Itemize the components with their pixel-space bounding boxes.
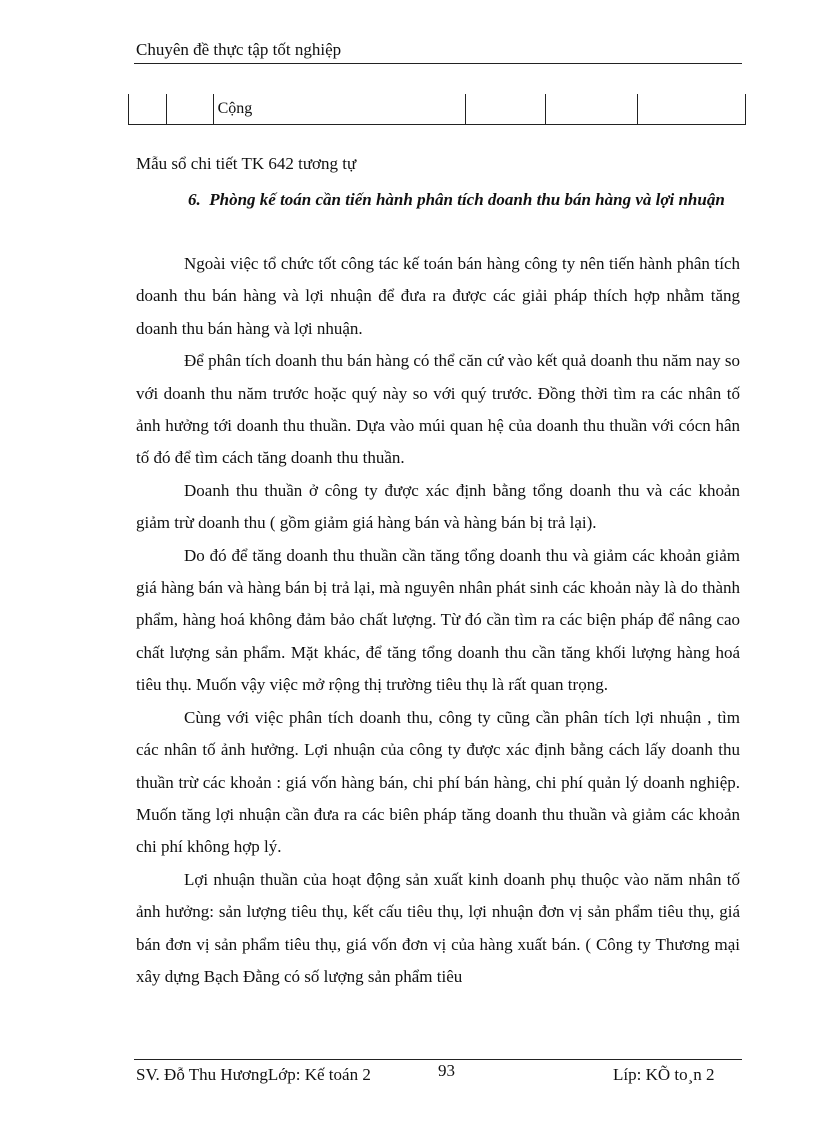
footer-student: SV. Đỗ Thu HươngLớp: Kế toán 2 [136,1065,371,1084]
footer-divider [134,1059,742,1060]
table-cell [167,94,213,125]
paragraph: Do đó để tăng doanh thu thuần cần tăng tổng doanh thu và giảm các khoản giảm giá hàng bán và hàng bán bị trả lại, mà nguyên nhân phát sinh các khoản này là do thành phẩm, hàng hoá không đảm bảo chất lượng. Từ đó cần tìm ra các biện pháp để nâng cao chất lượng sản phẩm. Mặt khác, để tăng tổng doanh thu cần tăng khối lượng hàng hoá tiêu thụ. Muốn vậy việc mở rộng thị trường tiêu thụ là rất quan trọng. [136,545,740,695]
table-cell [545,94,637,125]
paragraph: Cùng với việc phân tích doanh thu, công ty cũng cần phân tích lợi nhuận , tìm các nhân tố ảnh hưởng. Lợi nhuận của công ty được xác định bằng cách lấy doanh thu thuần trừ các khoản : giá vốn hàng bán, chi phí bán hàng, chi phí quản lý doanh nghiệp. Muốn tăng lợi nhuận cần đưa ra các biên pháp tăng doanh thu thuần và giảm các khoản chi phí không hợp lý. [136,707,740,857]
section-title: Phòng kế toán cần tiến hành phân tích doanh thu bán hàng và lợi nhuận [209,190,725,209]
table-row [129,94,746,125]
page-header-title: Chuyên đề thực tập tốt nghiệp [136,40,342,59]
page-number: 93 [438,1061,455,1080]
paragraph: Doanh thu thuần ở công ty được xác định bằng tổng doanh thu và các khoản giảm trừ doanh thu ( gồm giảm giá hàng bán và hàng bán bị trả lại). [136,480,740,533]
table-cell-total-label: Cộng [213,94,466,125]
section-number: 6. [188,190,201,209]
intro-line: Mẫu sổ chi tiết TK 642 tương tự [136,154,357,173]
paragraph: Ngoài việc tổ chức tốt công tác kế toán bán hàng công ty nên tiến hành phân tích doanh thu bán hàng và lợi nhuận để đưa ra được các giải pháp thích hợp nhằm tăng doanh thu bán hàng và lợi nhuận. [136,254,740,338]
table-cell [129,94,167,125]
paragraph: Lợi nhuận thuần của hoạt động sản xuất kinh doanh phụ thuộc vào năm nhân tố ảnh hưởng: sản lượng tiêu thụ, kết cấu tiêu thụ, lợi nhuận đơn vị sản phẩm tiêu thụ, giá bán đơn vị sản phẩm tiêu thụ, giá vốn đơn vị của hàng xuất bán. ( Công ty Thương mại xây dựng Bạch Đằng có số lượng sản phẩm tiêu [136,869,740,986]
header-divider [134,63,742,64]
paragraph: Để phân tích doanh thu bán hàng có thể căn cứ vào kết quả doanh thu năm nay so với doanh thu năm trước hoặc quý này so với quý trước. Đồng thời tìm ra các nhân tố ảnh hưởng tới doanh thu thuần. Dựa vào múi quan hệ của doanh thu thuần với cócn hân tố đó để tìm cách tăng doanh thu thuần. [136,351,740,468]
table-cell [637,94,745,125]
ledger-table-fragment [128,94,746,125]
body-text [136,248,740,993]
footer-class-code: Líp: KÕ to¸n 2 [613,1065,715,1084]
table-cell [466,94,545,125]
section-heading [136,184,742,216]
